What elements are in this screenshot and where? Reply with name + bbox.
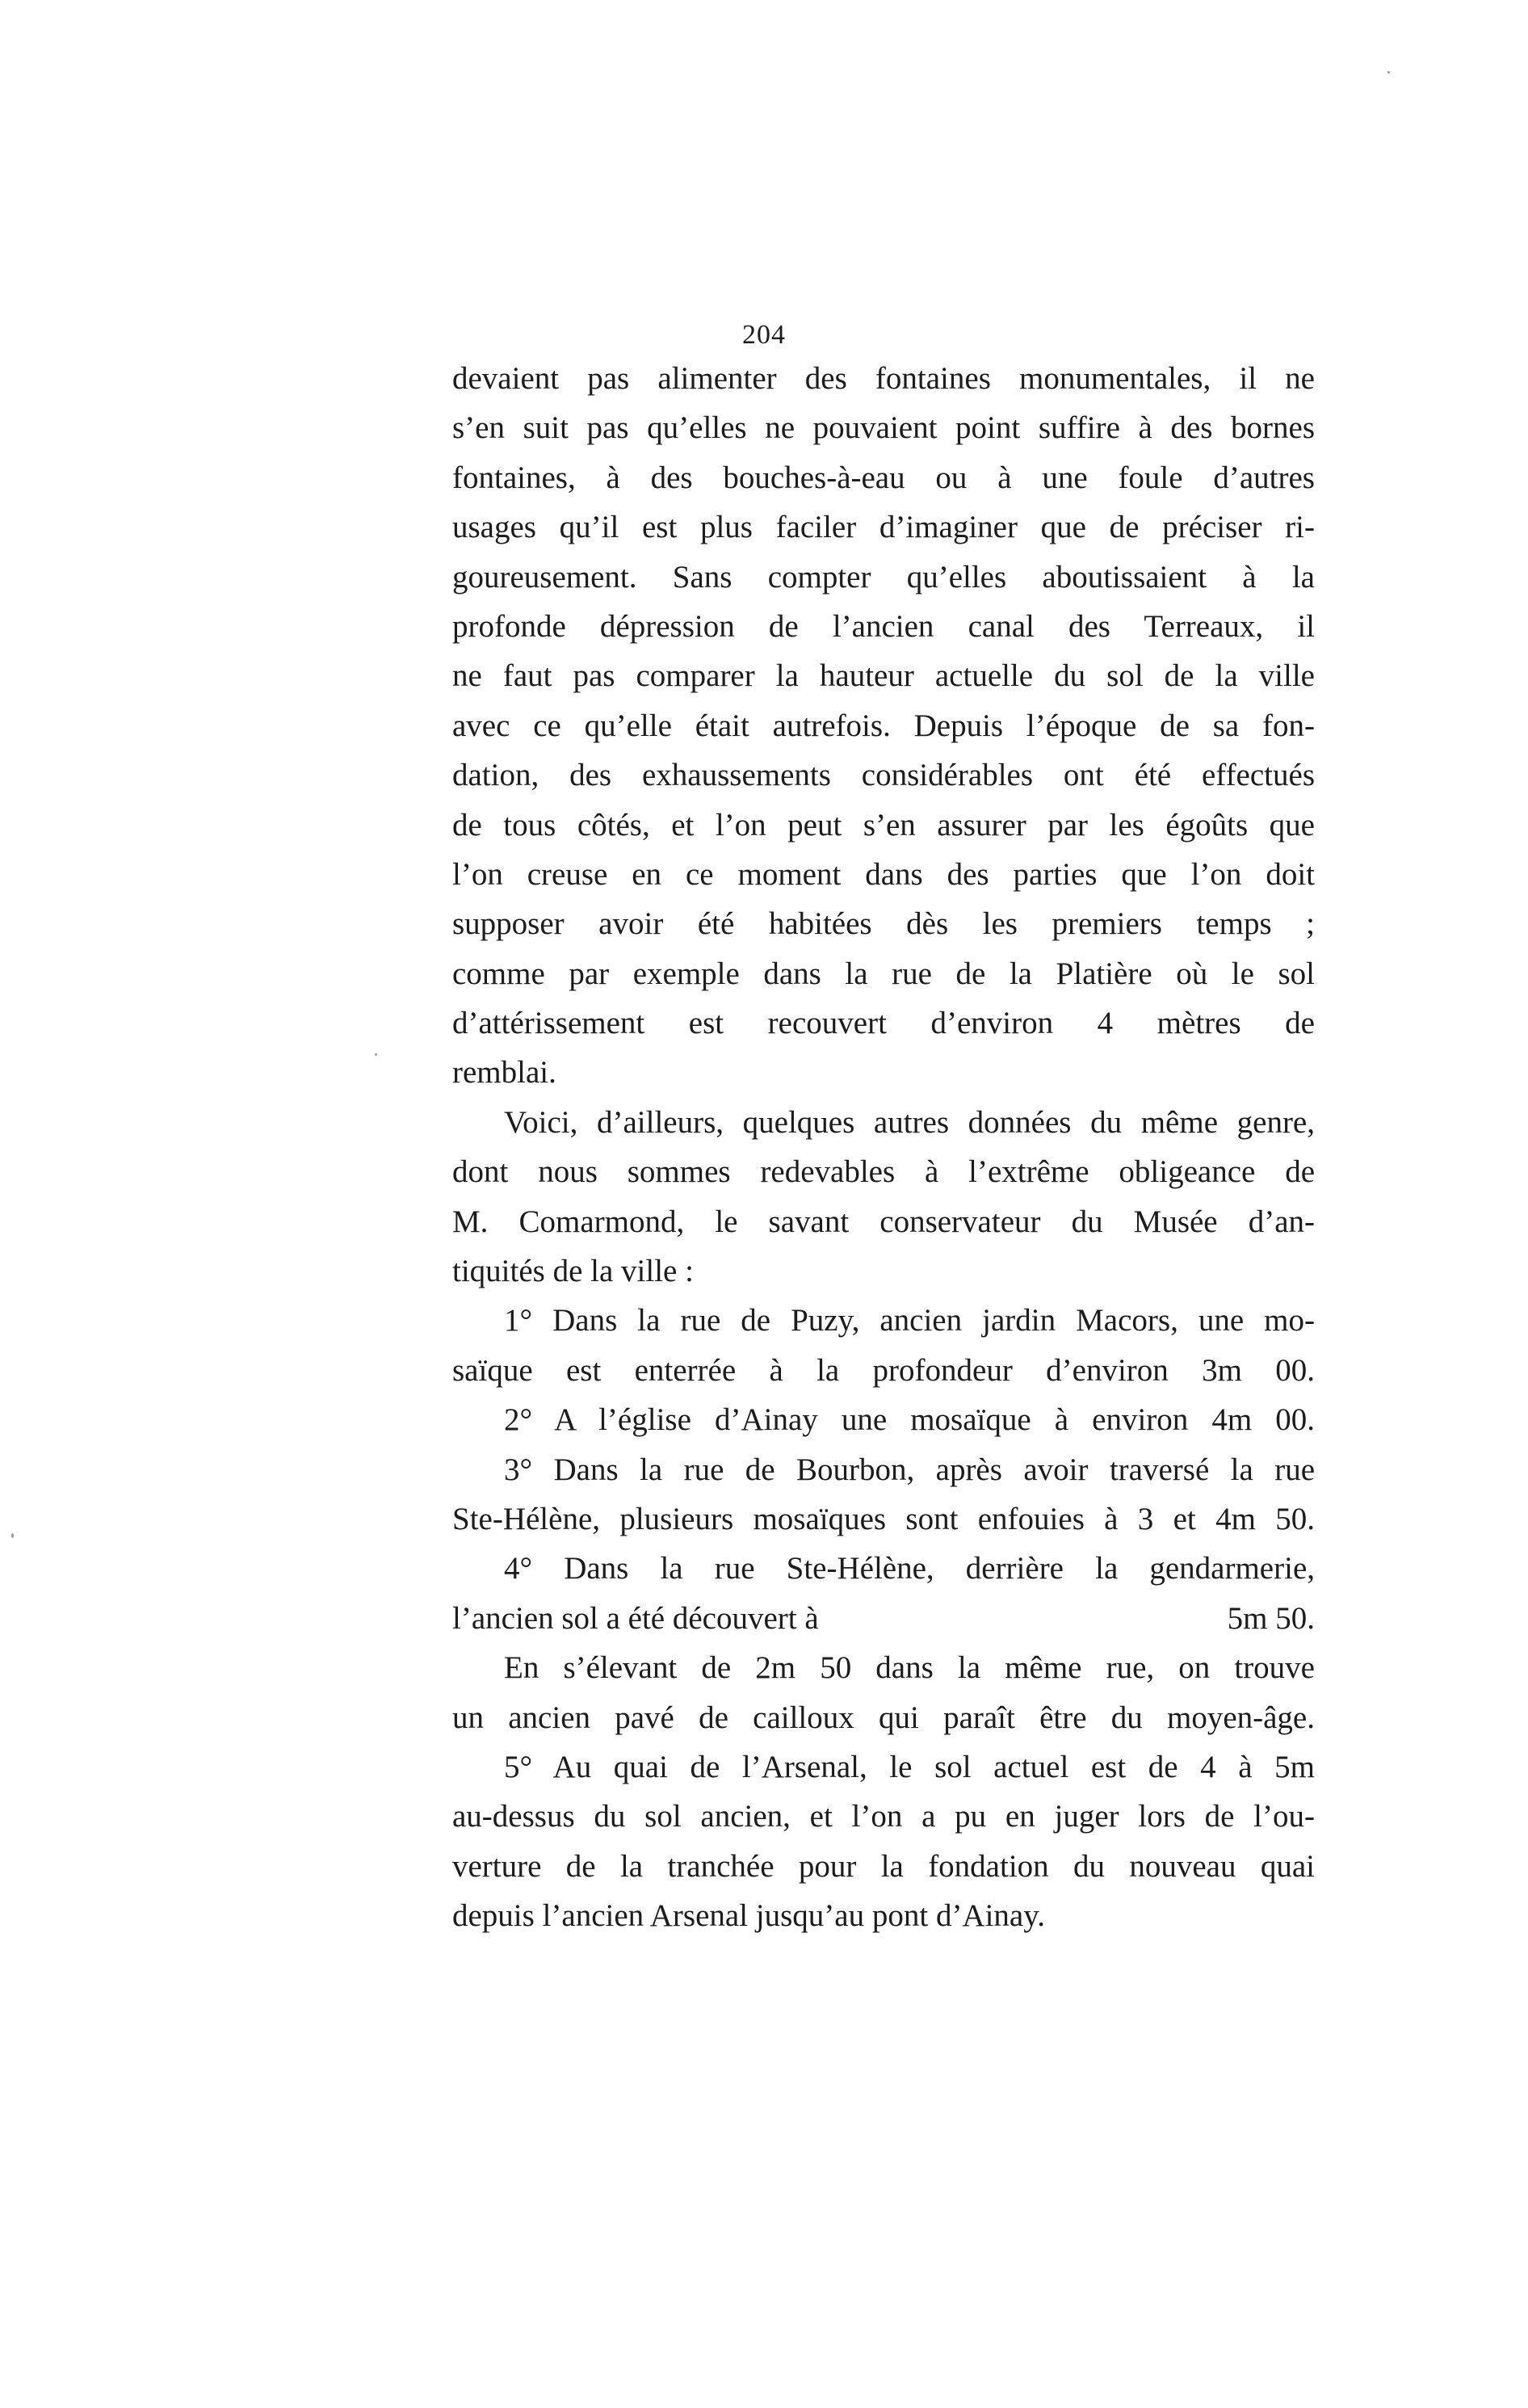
text-line: Ste-Hélène, plusieurs mosaïques sont enfouies à 3 et 4m 50. — [452, 1501, 1315, 1536]
text-line: verture de la tranchée pour la fondation du nouveau quai — [452, 1848, 1315, 1884]
text-line: dation, des exhaussements considérables ont été effectués — [452, 758, 1315, 793]
text-line: 1° Dans la rue de Puzy, ancien jardin Macors, une mo- — [504, 1303, 1315, 1338]
paper-speck — [375, 1053, 377, 1056]
text-line — [452, 1594, 1315, 1643]
text-line: avec ce qu’elle était autrefois. Depuis l’époque de sa fon- — [452, 708, 1315, 743]
text-line: profonde dépression de l’ancien canal des Terreaux, il — [452, 608, 1315, 644]
text-line: tiquités de la ville : — [452, 1254, 694, 1289]
text-line: devaient pas alimenter des fontaines monumentales, il ne — [452, 361, 1315, 396]
text-line: au-dessus du sol ancien, et l’on a pu en juger lors de l’ou- — [452, 1799, 1315, 1834]
text-line: de tous côtés, et l’on peut s’en assurer par les égoûts que — [452, 807, 1315, 843]
text-line: comme par exemple dans la rue de la Platière où le sol — [452, 956, 1315, 991]
text-line: M. Comarmond, le savant conservateur du Musée d’an- — [452, 1204, 1315, 1239]
text-line: 4° Dans la rue Ste-Hélène, derrière la gendarmerie, — [504, 1551, 1315, 1586]
text-line: ne faut pas comparer la hauteur actuelle du sol de la ville — [452, 658, 1315, 694]
text-line: depuis l’ancien Arsenal jusqu’au pont d’Ainay. — [452, 1898, 1045, 1934]
text-line: 2° A l’église d’Ainay une mosaïque à environ 4m 00. — [504, 1402, 1315, 1438]
paper-speck — [11, 1533, 14, 1538]
text-line: 3° Dans la rue de Bourbon, après avoir traversé la rue — [504, 1452, 1315, 1487]
text-line: 5° Au quai de l’Arsenal, le sol actuel est de 4 à 5m — [504, 1749, 1315, 1784]
text-line: En s’élevant de 2m 50 dans la même rue, on trouve — [504, 1650, 1315, 1686]
text-line: fontaines, à des bouches-à-eau ou à une foule d’autres — [452, 460, 1315, 495]
text-line: un ancien pavé de cailloux qui paraît être du moyen-âge. — [452, 1700, 1315, 1735]
page-number: 204 — [742, 320, 786, 350]
text-line-value: 5m 50. — [1227, 1600, 1315, 1636]
text-line: l’on creuse en ce moment dans des parties que l’on doit — [452, 856, 1315, 892]
text-line: s’en suit pas qu’elles ne pouvaient point suffire à des bornes — [452, 410, 1315, 446]
text-line: dont nous sommes redevables à l’extrême obligeance de — [452, 1154, 1315, 1190]
text-line: goureusement. Sans compter qu’elles aboutissaient à la — [452, 559, 1315, 595]
text-line: usages qu’il est plus faciler d’imaginer que de préciser ri- — [452, 510, 1315, 545]
text-line: Voici, d’ailleurs, quelques autres données du même genre, — [504, 1104, 1315, 1140]
body-text — [452, 354, 1315, 1941]
text-line-left: l’ancien sol a été découvert à — [452, 1600, 819, 1636]
text-line: saïque est enterrée à la profondeur d’environ 3m 00. — [452, 1352, 1315, 1388]
text-line: d’attérissement est recouvert d’environ 4 mètres de — [452, 1006, 1315, 1041]
text-line: supposer avoir été habitées dès les premiers temps ; — [452, 906, 1315, 942]
paper-speck — [1387, 71, 1390, 74]
text-line: remblai. — [452, 1055, 556, 1091]
